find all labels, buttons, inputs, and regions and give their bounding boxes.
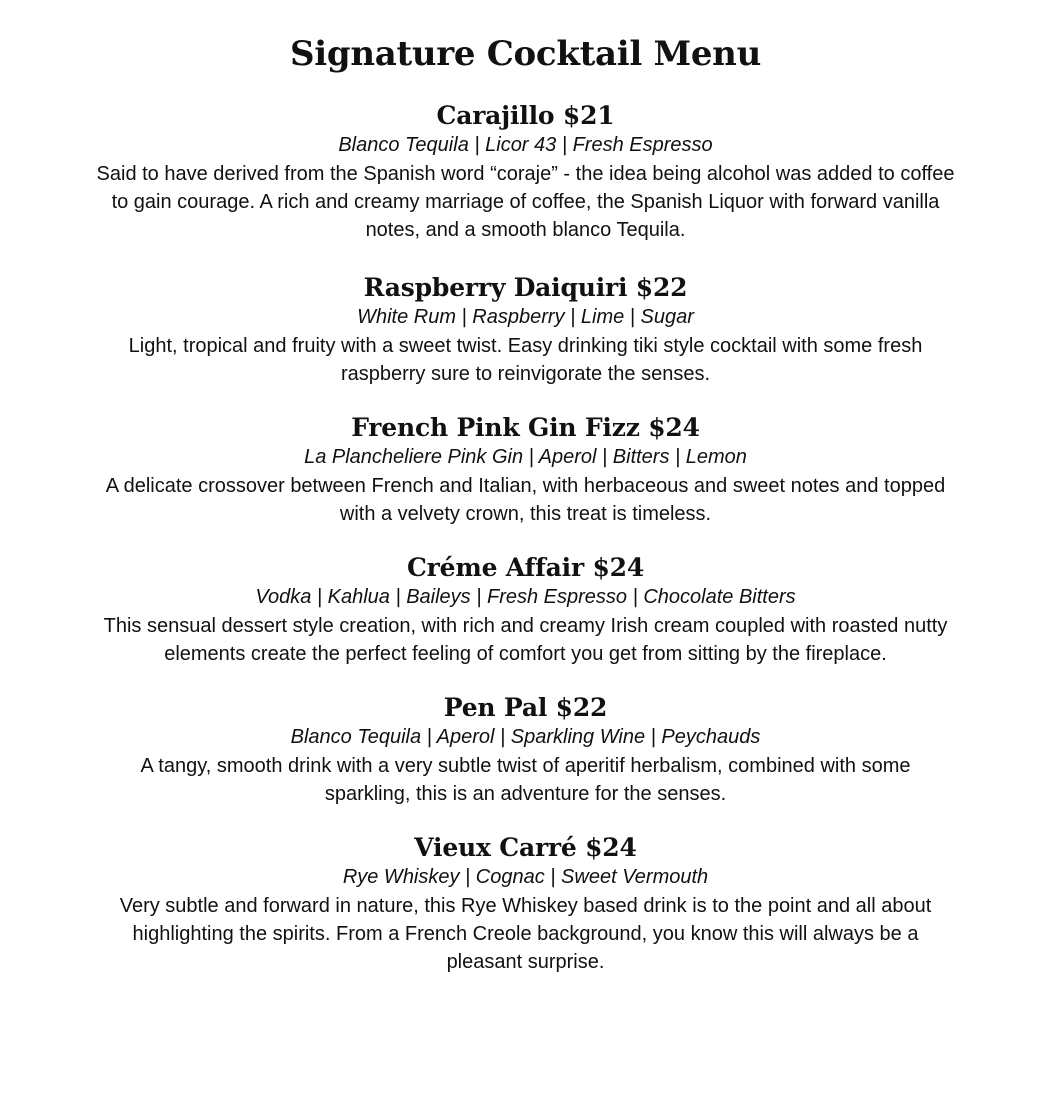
item-ingredients: La Plancheliere Pink Gin | Aperol | Bitters | Lemon bbox=[304, 446, 747, 468]
menu-title: Signature Cocktail Menu bbox=[289, 34, 761, 74]
item-description: Light, tropical and fruity with a sweet twist. Easy drinking tiki style cocktail with some fresh raspberry sure to reinvigorate the senses. bbox=[128, 335, 923, 385]
menu-item-pen-pal bbox=[86, 692, 966, 808]
item-description: A delicate crossover between French and Italian, with herbaceous and sweet notes and topped with a velvety crown, this treat is timeless. bbox=[105, 475, 946, 525]
menu-item-raspberry-daiquiri bbox=[86, 272, 966, 388]
item-name: Vieux Carré $24 bbox=[414, 833, 637, 862]
item-description: Very subtle and forward in nature, this Rye Whiskey based drink is to the point and all about highlighting the spirits. From a French Creole background, you know this will always be a pleasant surprise. bbox=[119, 895, 932, 973]
menu-item-creme-affair bbox=[86, 552, 966, 668]
item-name: Créme Affair $24 bbox=[406, 553, 645, 582]
item-description: A tangy, smooth drink with a very subtle twist of aperitif herbalism, combined with some sparkling, this is an adventure for the senses. bbox=[140, 755, 911, 805]
item-name: Pen Pal $22 bbox=[443, 693, 608, 722]
menu-item-french-pink-gin-fizz bbox=[86, 412, 966, 528]
item-description: Said to have derived from the Spanish word “coraje” - the idea being alcohol was added to coffee to gain courage. A rich and creamy marriage of coffee, the Spanish Liquor with forward vanilla notes, and a smooth blanco Tequila. bbox=[96, 163, 955, 241]
item-ingredients: White Rum | Raspberry | Lime | Sugar bbox=[357, 306, 694, 328]
item-ingredients: Blanco Tequila | Aperol | Sparkling Wine | Peychauds bbox=[290, 726, 761, 748]
menu-item-carajillo bbox=[86, 100, 966, 244]
item-name: French Pink Gin Fizz $24 bbox=[351, 413, 700, 442]
item-name: Carajillo $21 bbox=[436, 101, 615, 130]
item-ingredients: Vodka | Kahlua | Baileys | Fresh Espresso | Chocolate Bitters bbox=[255, 586, 796, 608]
item-ingredients: Rye Whiskey | Cognac | Sweet Vermouth bbox=[342, 866, 709, 888]
item-ingredients: Blanco Tequila | Licor 43 | Fresh Espresso bbox=[338, 134, 713, 156]
item-description: This sensual dessert style creation, with rich and creamy Irish cream coupled with roasted nutty elements create the perfect feeling of comfort you get from sitting by the fireplace. bbox=[103, 615, 948, 665]
menu-item-vieux-carre bbox=[86, 832, 966, 976]
item-name: Raspberry Daiquiri $22 bbox=[363, 273, 688, 302]
